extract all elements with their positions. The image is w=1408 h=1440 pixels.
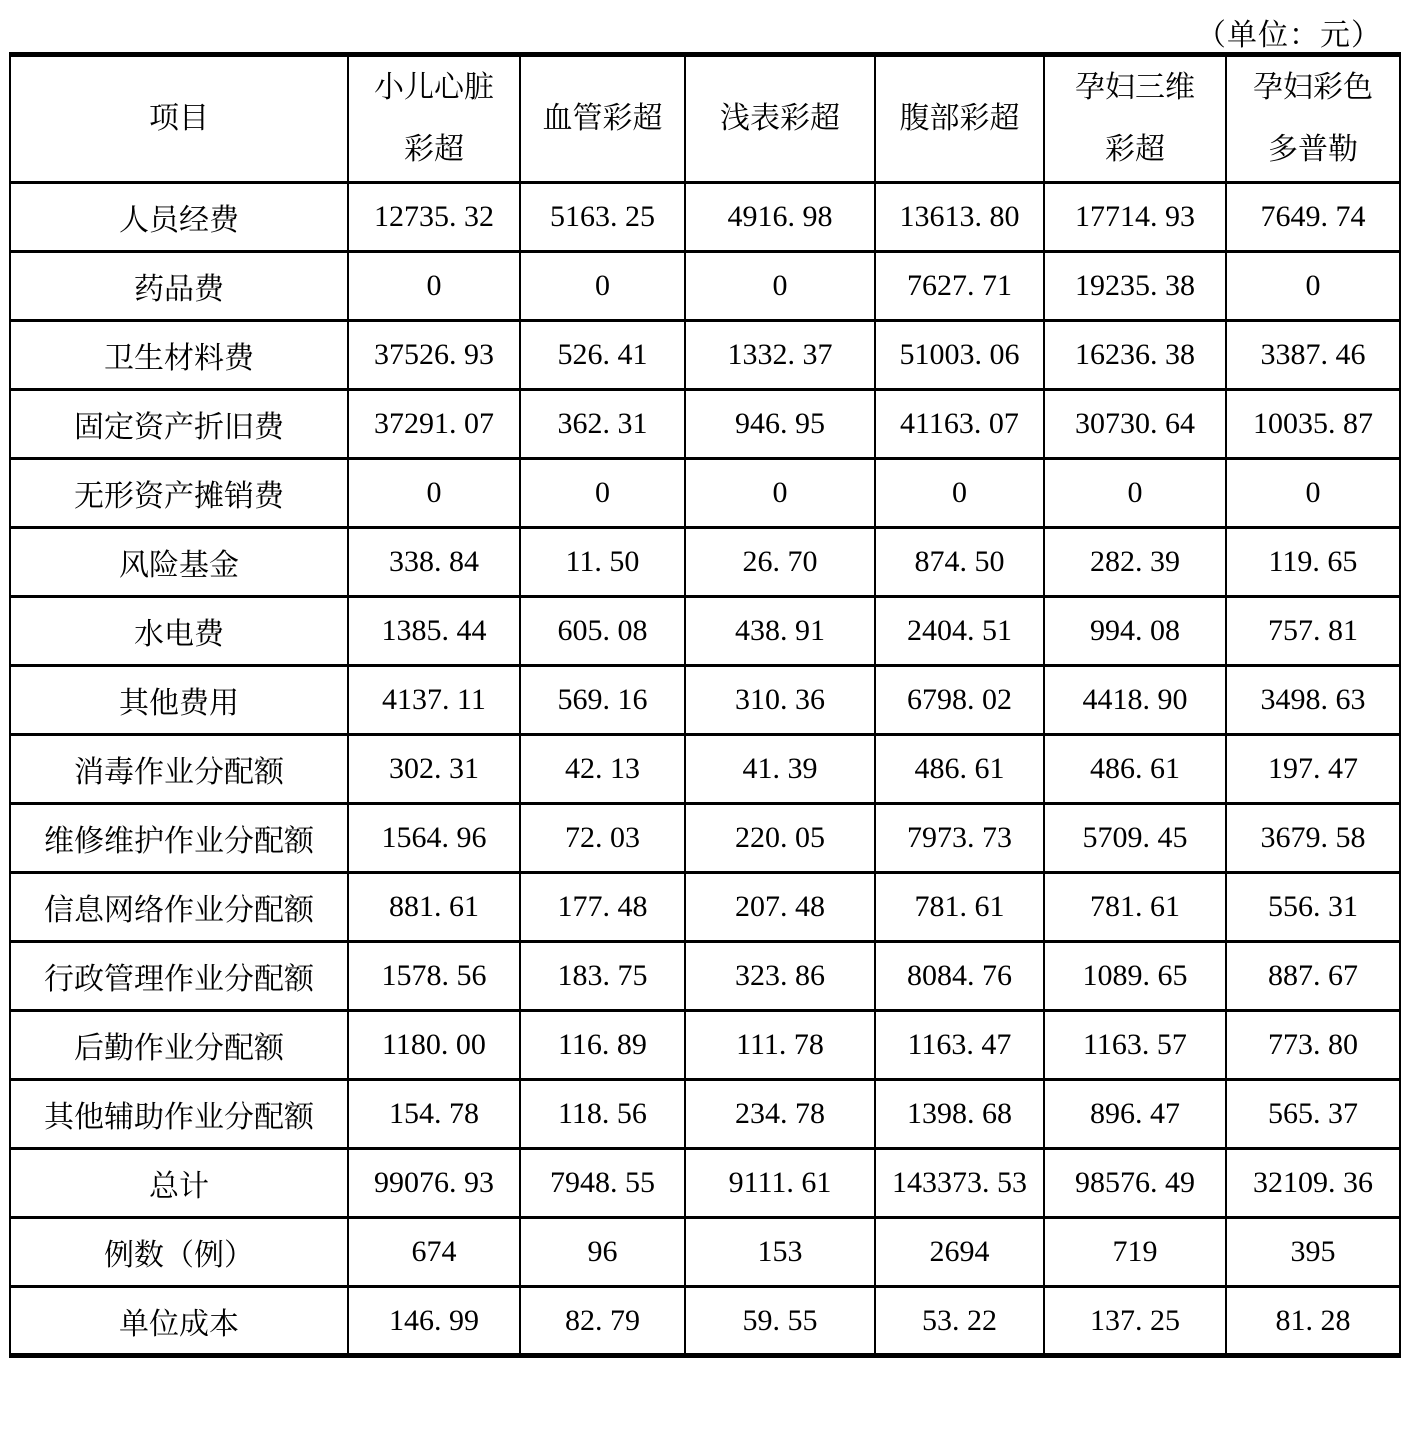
cell: 5163. 25 [520,183,685,252]
cell: 197. 47 [1226,735,1400,804]
cell: 887. 67 [1226,942,1400,1011]
cell: 486. 61 [875,735,1044,804]
cell: 119. 65 [1226,528,1400,597]
cell: 234. 78 [685,1080,875,1149]
cell: 81. 28 [1226,1287,1400,1356]
row-label: 人员经费 [10,183,348,252]
cell: 99076. 93 [348,1149,520,1218]
header-line: 小儿心脏 [374,71,494,104]
cell: 4137. 11 [348,666,520,735]
cell: 0 [520,252,685,321]
row-label: 无形资产摊销费 [10,459,348,528]
cell: 7948. 55 [520,1149,685,1218]
cell: 32109. 36 [1226,1149,1400,1218]
cell: 11. 50 [520,528,685,597]
cell: 757. 81 [1226,597,1400,666]
table-row [10,252,1400,321]
cell: 2404. 51 [875,597,1044,666]
row-label: 水电费 [10,597,348,666]
header-col-2 [520,55,685,183]
table-row [10,597,1400,666]
table-row [10,1218,1400,1287]
cell: 874. 50 [875,528,1044,597]
cell: 51003. 06 [875,321,1044,390]
row-label: 药品费 [10,252,348,321]
header-line: 浅表彩超 [720,102,840,135]
cell: 1180. 00 [348,1011,520,1080]
cell: 338. 84 [348,528,520,597]
cell: 10035. 87 [1226,390,1400,459]
cell: 96 [520,1218,685,1287]
cell: 116. 89 [520,1011,685,1080]
cell: 7627. 71 [875,252,1044,321]
cell: 19235. 38 [1044,252,1226,321]
cell: 154. 78 [348,1080,520,1149]
header-col-1 [348,55,520,183]
cell: 26. 70 [685,528,875,597]
table-row [10,804,1400,873]
cell: 486. 61 [1044,735,1226,804]
header-line: 血管彩超 [542,102,663,135]
table-row [10,1287,1400,1356]
cell: 0 [1226,252,1400,321]
cell: 59. 55 [685,1287,875,1356]
header-line: 孕妇三维 [1075,71,1195,104]
cell: 395 [1226,1218,1400,1287]
table-row [10,666,1400,735]
cell: 146. 99 [348,1287,520,1356]
row-label: 卫生材料费 [10,321,348,390]
cell: 6798. 02 [875,666,1044,735]
cell: 0 [685,252,875,321]
cell: 0 [1226,459,1400,528]
table-row [10,321,1400,390]
header-line: 腹部彩超 [899,102,1020,135]
cell: 9111. 61 [685,1149,875,1218]
cell: 111. 78 [685,1011,875,1080]
cell: 7649. 74 [1226,183,1400,252]
cell: 41. 39 [685,735,875,804]
cell: 994. 08 [1044,597,1226,666]
cell: 41163. 07 [875,390,1044,459]
row-label: 信息网络作业分配额 [10,873,348,942]
row-label: 后勤作业分配额 [10,1011,348,1080]
cell: 16236. 38 [1044,321,1226,390]
cell: 5709. 45 [1044,804,1226,873]
cell: 72. 03 [520,804,685,873]
cell: 4916. 98 [685,183,875,252]
cell: 282. 39 [1044,528,1226,597]
cell: 1564. 96 [348,804,520,873]
table-body [10,183,1400,1356]
cell: 42. 13 [520,735,685,804]
cell: 1398. 68 [875,1080,1044,1149]
row-label: 维修维护作业分配额 [10,804,348,873]
cell: 526. 41 [520,321,685,390]
cell: 177. 48 [520,873,685,942]
cell: 556. 31 [1226,873,1400,942]
cell: 30730. 64 [1044,390,1226,459]
table-row [10,183,1400,252]
cell: 4418. 90 [1044,666,1226,735]
cell: 605. 08 [520,597,685,666]
cell: 310. 36 [685,666,875,735]
cell: 569. 16 [520,666,685,735]
cell: 781. 61 [1044,873,1226,942]
cell: 37526. 93 [348,321,520,390]
cell: 0 [520,459,685,528]
table-row [10,1011,1400,1080]
cell: 1385. 44 [348,597,520,666]
cell: 1332. 37 [685,321,875,390]
row-label: 单位成本 [10,1287,348,1356]
cell: 1089. 65 [1044,942,1226,1011]
header-col-6 [1226,55,1400,183]
header-col-4 [875,55,1044,183]
cell: 781. 61 [875,873,1044,942]
cell: 37291. 07 [348,390,520,459]
table-row [10,459,1400,528]
cell: 12735. 32 [348,183,520,252]
header-row [10,55,1400,183]
cost-allocation-table [9,52,1401,1358]
header-line: 多普勒 [1268,133,1358,166]
header-item [10,55,348,183]
cell: 323. 86 [685,942,875,1011]
table-row [10,528,1400,597]
cell: 302. 31 [348,735,520,804]
table-row [10,735,1400,804]
cell: 153 [685,1218,875,1287]
unit-label: （单位：元） [1196,19,1382,52]
cell: 1578. 56 [348,942,520,1011]
header-line: 彩超 [1105,133,1165,166]
cell: 674 [348,1218,520,1287]
table-header [10,55,1400,183]
cell: 1163. 47 [875,1011,1044,1080]
row-label: 风险基金 [10,528,348,597]
cell: 82. 79 [520,1287,685,1356]
header-col-5 [1044,55,1226,183]
cell: 3498. 63 [1226,666,1400,735]
cell: 220. 05 [685,804,875,873]
cell: 7973. 73 [875,804,1044,873]
cell: 183. 75 [520,942,685,1011]
table-row [10,873,1400,942]
cell: 719 [1044,1218,1226,1287]
row-label: 消毒作业分配额 [10,735,348,804]
table-row [10,1149,1400,1218]
table-row [10,1080,1400,1149]
row-label: 其他辅助作业分配额 [10,1080,348,1149]
cell: 362. 31 [520,390,685,459]
cell: 3387. 46 [1226,321,1400,390]
row-label: 行政管理作业分配额 [10,942,348,1011]
cell: 13613. 80 [875,183,1044,252]
cell: 98576. 49 [1044,1149,1226,1218]
row-label: 固定资产折旧费 [10,390,348,459]
row-label: 其他费用 [10,666,348,735]
cell: 0 [1044,459,1226,528]
cell: 3679. 58 [1226,804,1400,873]
cell: 2694 [875,1218,1044,1287]
cell: 773. 80 [1226,1011,1400,1080]
cell: 946. 95 [685,390,875,459]
cell: 137. 25 [1044,1287,1226,1356]
cell: 0 [348,459,520,528]
cell: 143373. 53 [875,1149,1044,1218]
table-row [10,942,1400,1011]
cell: 438. 91 [685,597,875,666]
cell: 118. 56 [520,1080,685,1149]
header-line: 彩超 [404,133,464,166]
cell: 896. 47 [1044,1080,1226,1149]
cell: 0 [875,459,1044,528]
table-row [10,390,1400,459]
cell: 1163. 57 [1044,1011,1226,1080]
row-label: 例数（例） [10,1218,348,1287]
cell: 8084. 76 [875,942,1044,1011]
header-line: 项目 [149,102,209,135]
cell: 0 [685,459,875,528]
cell: 881. 61 [348,873,520,942]
row-label: 总计 [10,1149,348,1218]
cell: 565. 37 [1226,1080,1400,1149]
cell: 17714. 93 [1044,183,1226,252]
header-col-3 [685,55,875,183]
cell: 207. 48 [685,873,875,942]
header-line: 孕妇彩色 [1253,71,1373,104]
cell: 0 [348,252,520,321]
cell: 53. 22 [875,1287,1044,1356]
